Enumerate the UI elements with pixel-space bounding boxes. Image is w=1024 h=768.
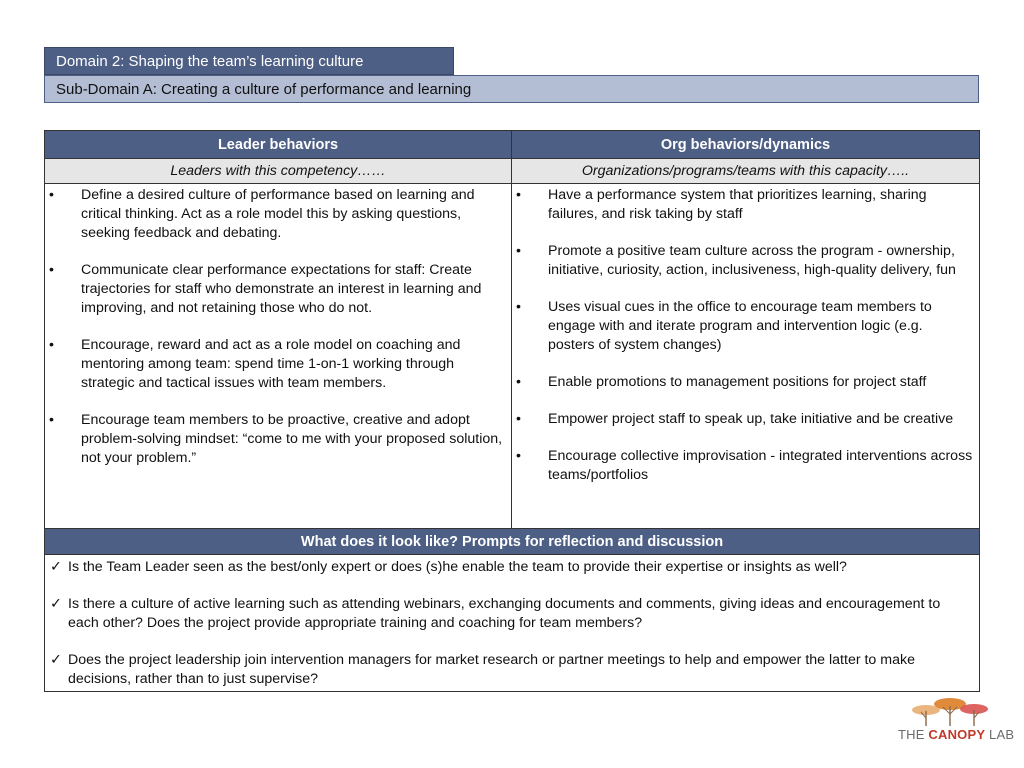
bullet-icon: • xyxy=(516,374,521,390)
checkmark-icon: ✓ xyxy=(50,652,62,668)
list-item: ✓ Is the Team Leader seen as the best/only expert or does (s)he enable the team to provide their expertise or insights as well? xyxy=(50,559,847,575)
logo-wordmark: THE CANOPY LAB xyxy=(898,727,1015,742)
list-item: • Communicate clear performance expectations for staff: Create trajectories for staff who demonstrate an interest in learning and improving, and not retaining those who do not. xyxy=(49,262,482,316)
competency-table xyxy=(44,130,980,692)
list-item: • Promote a positive team culture across the program - ownership, initiative, curiosity, action, inclusiveness, high-quality delivery, fun xyxy=(516,243,956,278)
subdomain-title-bar: Sub-Domain A: Creating a culture of performance and learning xyxy=(44,75,979,103)
domain-title-tab: Domain 2: Shaping the team’s learning culture xyxy=(44,47,454,75)
leader-subheader: Leaders with this competency…… xyxy=(45,159,512,184)
list-item: • Encourage collective improvisation - integrated interventions across teams/portfolios xyxy=(516,448,973,483)
prompts-header: What does it look like? Prompts for reflection and discussion xyxy=(45,529,980,555)
checkmark-icon: ✓ xyxy=(50,559,62,575)
list-item: • Uses visual cues in the office to encourage team members to engage with and iterate program and intervention logic (e.g. posters of system changes) xyxy=(516,299,932,353)
bullet-icon: • xyxy=(49,187,54,203)
list-item: • Empower project staff to speak up, take initiative and be creative xyxy=(516,411,954,427)
prompts-cell xyxy=(45,555,980,692)
bullet-icon: • xyxy=(49,412,54,428)
org-behaviors-list xyxy=(512,186,979,485)
leader-behaviors-list xyxy=(45,186,511,468)
leader-behaviors-cell xyxy=(45,184,512,529)
list-item: • Encourage team members to be proactive, creative and adopt problem-solving mindset: “come to me with your proposed solution, not your problem.” xyxy=(49,412,503,466)
bullet-icon: • xyxy=(516,187,521,203)
bullet-icon: • xyxy=(516,448,521,464)
list-item: • Enable promotions to management positions for project staff xyxy=(516,374,927,390)
org-behaviors-header: Org behaviors/dynamics xyxy=(512,131,980,159)
list-item: • Have a performance system that prioritizes learning, sharing failures, and risk taking by staff xyxy=(516,187,927,222)
bullet-icon: • xyxy=(516,299,521,315)
list-item: • Encourage, reward and act as a role model on coaching and mentoring among team: spend time 1-on-1 working through strategic and tactical issues with team members. xyxy=(49,337,461,391)
canopy-trees-icon xyxy=(910,696,996,728)
list-item: ✓ Is there a culture of active learning such as attending webinars, exchanging documents and comments, giving ideas and encouragement to each other? Does the project provide appropriate training and coaching for team members? xyxy=(50,596,941,631)
bullet-icon: • xyxy=(49,337,54,353)
prompts-list xyxy=(45,558,979,689)
list-item: • Define a desired culture of performance based on learning and critical thinking. Act as a role model this by asking questions, seeking feedback and debating. xyxy=(49,187,475,241)
leader-behaviors-header: Leader behaviors xyxy=(45,131,512,159)
org-subheader: Organizations/programs/teams with this capacity….. xyxy=(512,159,980,184)
list-item: ✓ Does the project leadership join intervention managers for market research or partner meetings to help and empower the latter to make decisions, rather than to just supervise? xyxy=(50,652,915,687)
bullet-icon: • xyxy=(516,411,521,427)
bullet-icon: • xyxy=(516,243,521,259)
bullet-icon: • xyxy=(49,262,54,278)
checkmark-icon: ✓ xyxy=(50,596,62,612)
canopy-lab-logo xyxy=(898,696,1015,746)
org-behaviors-cell xyxy=(512,184,980,529)
